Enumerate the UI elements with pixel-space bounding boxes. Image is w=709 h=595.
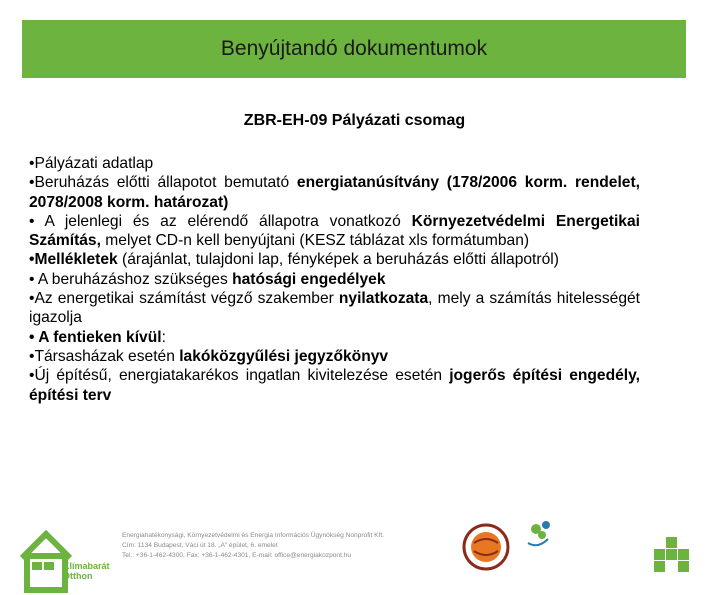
footer — [0, 515, 709, 595]
list-item-text: melyet CD-n kell benyújtani (KESZ táblázat xls formátumban) — [100, 232, 530, 250]
house-logo-icon — [18, 522, 118, 594]
title-banner — [22, 20, 686, 78]
list-item-text: • A jelenlegi és az elérendő állapotra vonatkozó — [29, 212, 412, 230]
logo-line-1: Klímabarát — [63, 561, 110, 571]
list-item — [29, 289, 640, 328]
list-item-bold-text: hatósági engedélyek — [232, 270, 386, 288]
list-item — [29, 366, 640, 405]
list-item — [29, 250, 640, 269]
page-title: Benyújtandó dokumentumok — [220, 37, 488, 60]
org-address: Cím: 1134 Budapest, Váci út 18. „A” épület, 6. emelet — [122, 542, 278, 549]
list-item-bold-text: • A fentieken kívül — [29, 328, 162, 346]
list-item-bold-text: •Mellékletek — [29, 251, 118, 269]
list-item-text: (árajánlat, tulajdoni lap, fényképek a beruházás előtti állapotról) — [117, 251, 559, 269]
list-item-bold-text: lakóközgyűlési jegyzőkönyv — [179, 347, 389, 365]
list-item-text: , mely a számítás hitelességét igazolja — [29, 290, 641, 327]
list-item-text: •Az energetikai számítást végző szakember — [29, 290, 339, 308]
list-item-text: •Társasházak esetén — [29, 347, 180, 365]
seal-logo-icon — [462, 521, 510, 573]
org-contact: Tel.: +36-1-462-4300, Fax: +36-1-462-4301, E-mail: office@energiakozpont.hu — [122, 552, 352, 559]
org-name: Energiahatékonysági, Környezetvédelmi és Energia Információs Ügynökség Nonprofit Kft. — [122, 532, 385, 539]
environment-logo-icon — [518, 519, 574, 569]
list-item-text: • A beruházáshoz szükséges — [29, 270, 233, 288]
list-item — [29, 154, 640, 173]
logo-line-2: Otthon — [63, 571, 93, 581]
list-item — [29, 212, 640, 251]
list-item-text: •Új építésű, energiatakarékos ingatlan kivitelezése esetén — [29, 367, 450, 385]
list-item-bold-text: jogerős építési engedély, építési terv — [29, 367, 640, 404]
list-item — [29, 328, 640, 347]
list-item — [29, 173, 640, 212]
list-item-bold-text: energiatanúsítvány (178/2006 korm. rendelet, 2078/2008 korm. határozat) — [29, 174, 640, 211]
list-item-text: •Pályázati adatlap — [29, 155, 154, 172]
document-subtitle: ZBR-EH-09 Pályázati csomag — [243, 112, 466, 129]
organization-info — [122, 531, 422, 561]
list-item-text: •Beruházás előtti állapotot bemutató — [29, 174, 297, 192]
list-item-text: : — [161, 328, 166, 346]
list-item-bold-text: Környezetvédelmi Energetikai Számítás, — [29, 212, 640, 250]
document-list — [29, 154, 640, 405]
list-item-bold-text: nyilatkozata — [338, 290, 429, 308]
grid-squares-icon — [654, 537, 690, 573]
logo-label — [63, 561, 110, 581]
list-item — [29, 347, 640, 366]
list-item — [29, 270, 640, 289]
